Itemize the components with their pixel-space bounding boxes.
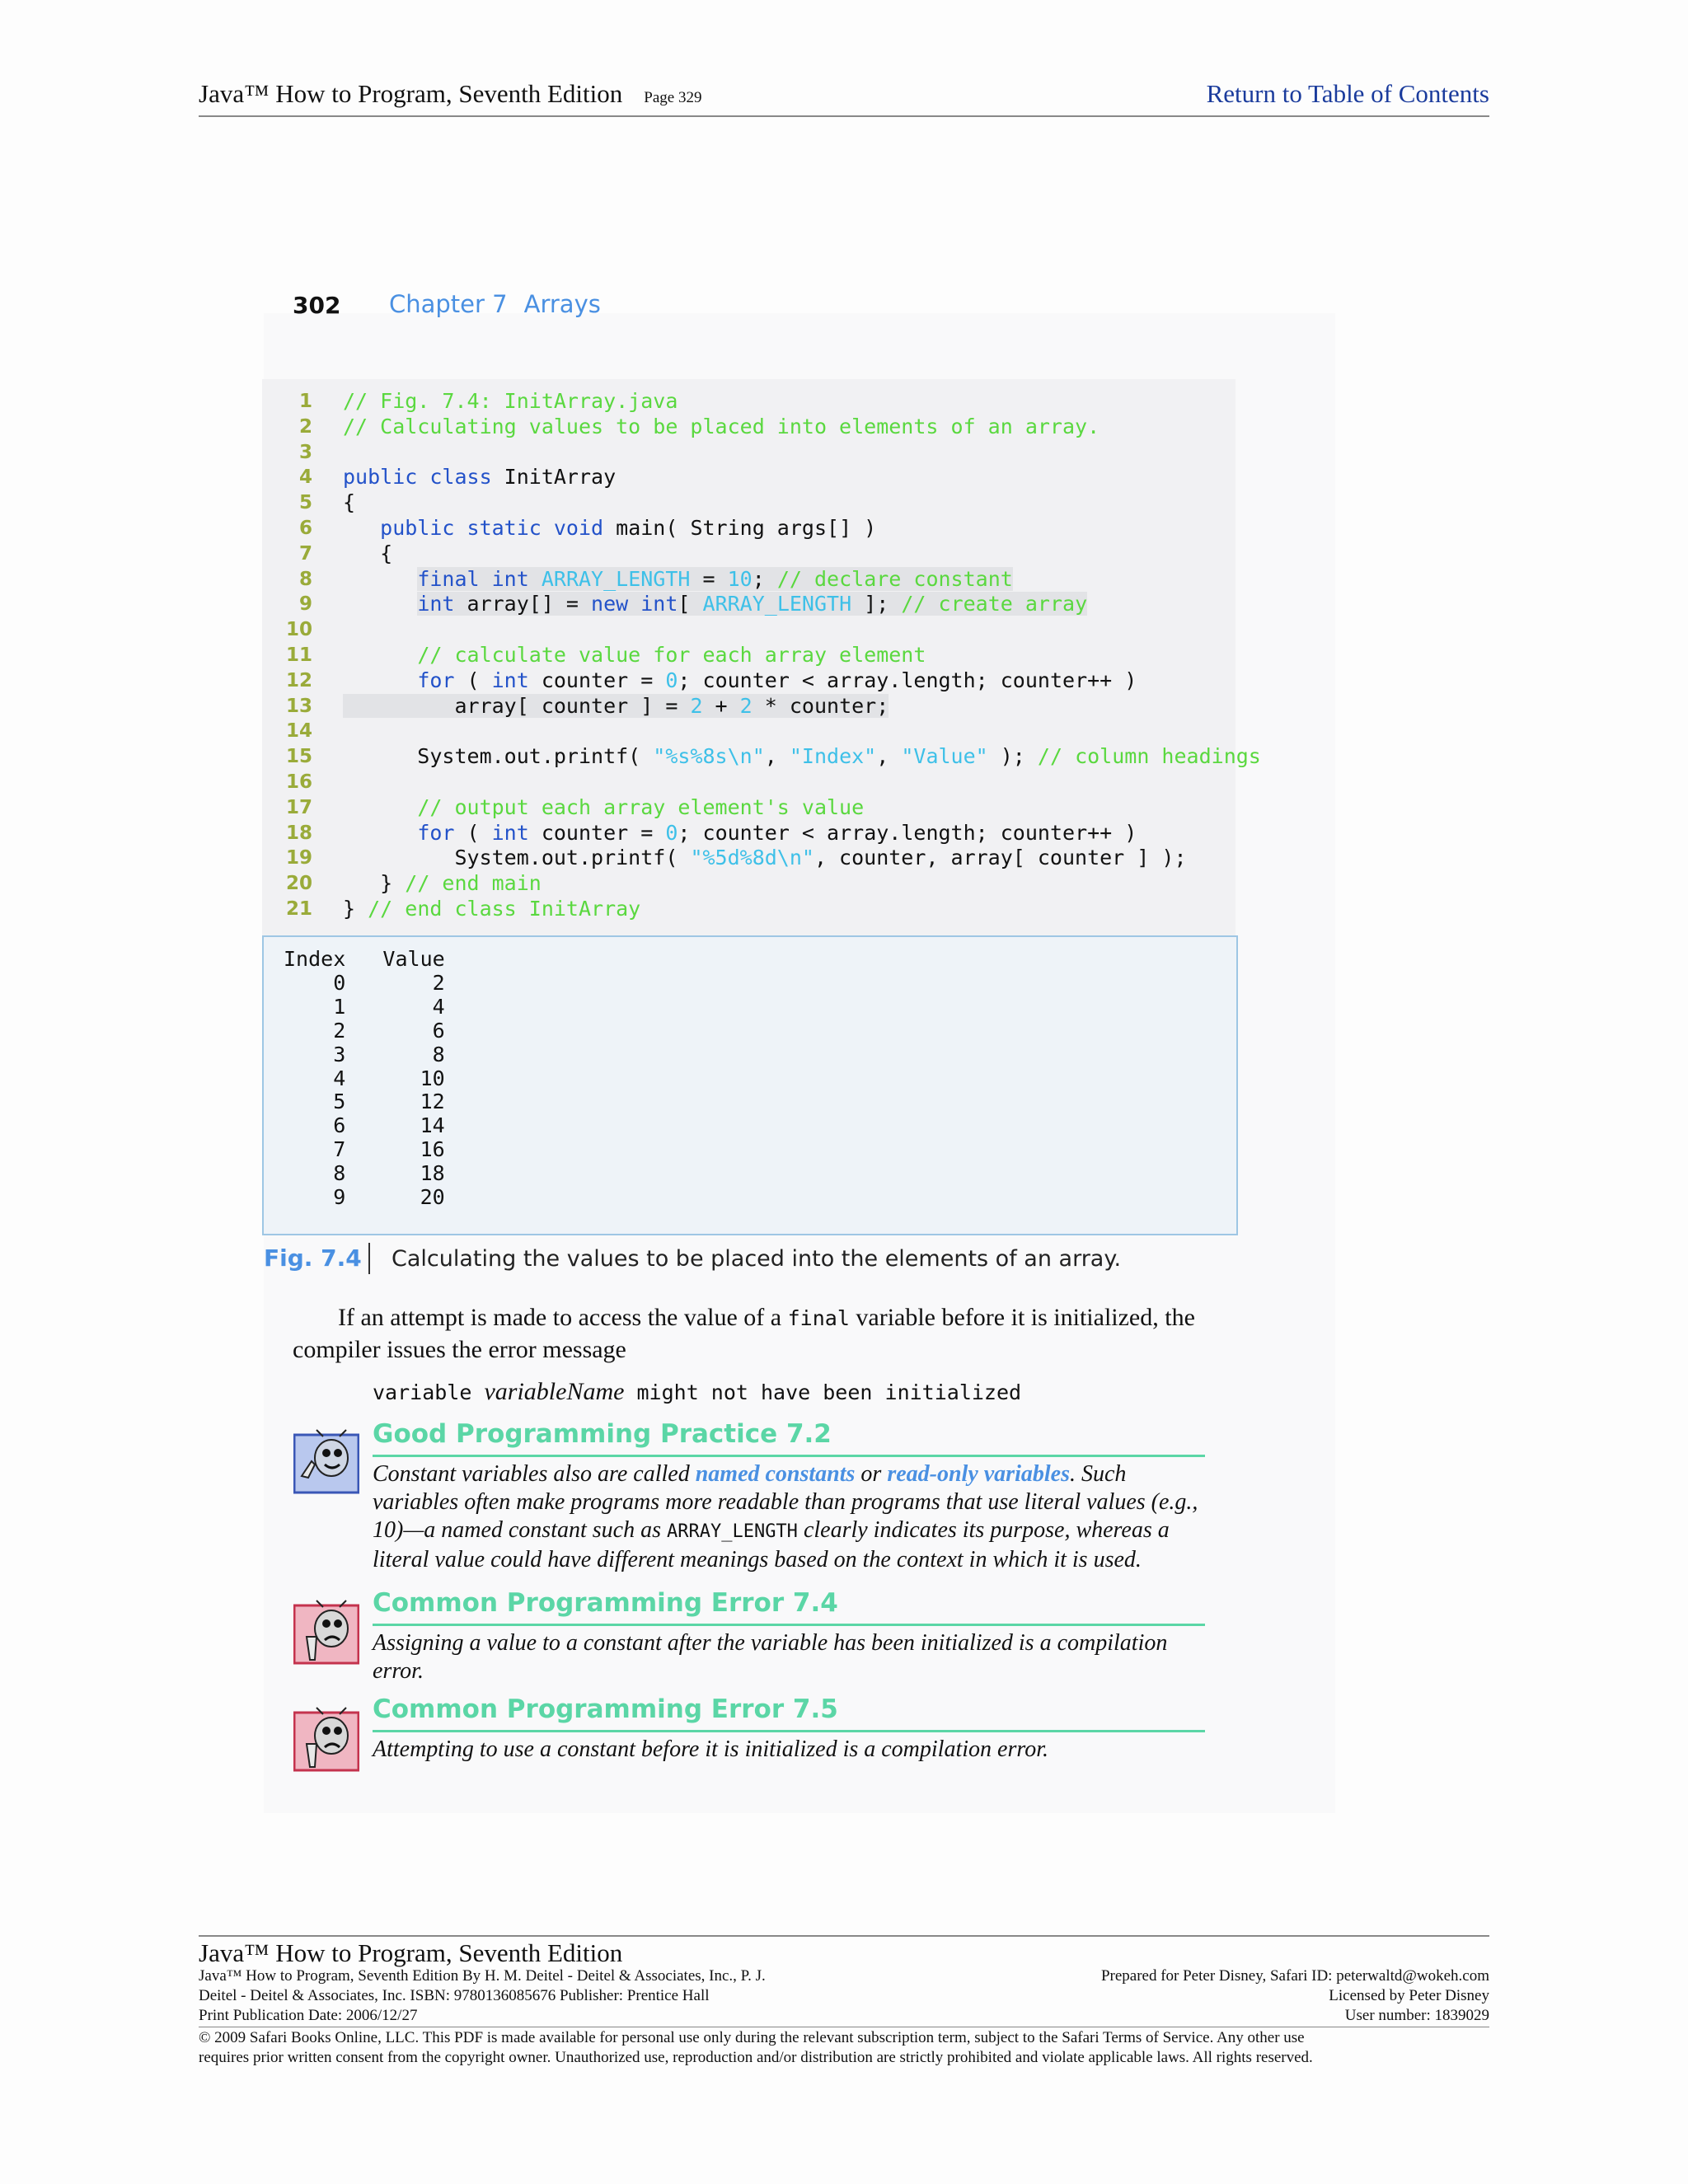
code-token: public class: [343, 465, 492, 490]
chapter-heading: [389, 290, 601, 318]
code-token: int: [417, 592, 455, 616]
body-paragraph: [293, 1302, 1207, 1366]
line-number: 5: [298, 492, 312, 514]
code-token: "%s%8s\n": [653, 744, 765, 769]
code-token: [343, 516, 380, 540]
code-token: ];: [851, 592, 902, 616]
error-7-4-rule: [373, 1624, 1205, 1626]
code-token: );: [987, 744, 1038, 769]
code-token: System.out.printf(: [343, 744, 654, 769]
code-token: array[ counter ] =: [343, 693, 691, 718]
line-number: 14: [285, 720, 312, 743]
code-text: [343, 490, 355, 516]
code-token: +: [702, 693, 740, 718]
code-token: [343, 795, 417, 819]
paragraph-text-2: variable before it is initialized, the compiler issues the error message: [293, 1304, 1195, 1363]
good-practice-body: [373, 1460, 1205, 1574]
line-number: 7: [298, 542, 312, 565]
line-number: 13: [285, 695, 312, 717]
code-token: // Fig. 7.4: InitArray.java: [343, 389, 678, 413]
error-7-4-title: Common Programming Error 7.4: [373, 1588, 838, 1618]
code-token: // column headings: [1037, 744, 1261, 769]
line-number: 20: [285, 873, 312, 895]
code-text: [343, 592, 1087, 617]
code-token: final int: [417, 566, 529, 591]
chapter-name: Arrays: [523, 290, 601, 318]
thumbs-down-bug-icon: [293, 1706, 359, 1772]
code-text: [343, 668, 1137, 694]
code-token: [343, 567, 417, 591]
code-text: [343, 415, 1100, 440]
code-token: (: [454, 668, 492, 692]
code-token: ARRAY_LENGTH: [702, 592, 852, 616]
error-message-suffix: might not have been initialized: [624, 1380, 1022, 1404]
code-token: 2: [739, 693, 753, 718]
code-text: [343, 694, 889, 719]
code-text: [343, 871, 542, 897]
code-token: ,: [876, 744, 902, 769]
code-token: [343, 643, 417, 667]
code-token: array[] =: [454, 592, 592, 616]
good-practice-text-1: Constant variables also are called: [373, 1461, 696, 1487]
code-token: new int: [591, 592, 678, 616]
code-token: [529, 567, 542, 591]
footer-user-number: User number: 1839029: [1344, 2007, 1489, 2024]
good-practice-text-4: clearly indicates its purpose, whereas a literal value could have different meanings based on the context in which it is used.: [373, 1517, 1170, 1572]
code-token: 2: [690, 693, 703, 718]
error-message-variable: variableName: [484, 1378, 625, 1405]
code-token: ; counter < array.length; counter++ ): [678, 820, 1137, 845]
footer-copyright-line-1: © 2009 Safari Books Online, LLC. This PDF is made available for personal use only during the relevant subscription term, subject to the Safari Terms of Service. Any other use: [199, 2029, 1305, 2046]
footer-title: Java™ How to Program, Seventh Edition: [199, 1938, 623, 1967]
line-number: 9: [298, 593, 312, 616]
line-number: 1: [298, 391, 312, 412]
error-7-5-body: Attempting to use a constant before it is initialized is a compilation error.: [373, 1736, 1048, 1762]
code-text: [343, 846, 1187, 871]
paragraph-text-1: If an attempt is made to access the value of a: [338, 1304, 788, 1331]
good-practice-code: ARRAY_LENGTH: [666, 1521, 798, 1542]
code-token: // declare constant: [776, 566, 1013, 591]
figure-separator: [368, 1243, 370, 1274]
line-number: 16: [285, 771, 312, 793]
code-token: [343, 592, 417, 616]
good-practice-text-3: . Such variables often make programs more readable than programs that use literal values (e.g., 10)—a named constant such as: [373, 1461, 1198, 1543]
line-number: 11: [285, 644, 312, 666]
good-practice-title: Good Programming Practice 7.2: [373, 1419, 832, 1449]
line-number: 17: [285, 796, 312, 818]
code-token: for: [417, 820, 455, 845]
code-token: int: [491, 668, 529, 692]
line-number: 4: [298, 466, 312, 489]
code-token: "%5d%8d\n": [690, 846, 814, 870]
footer-divider: [199, 1935, 1489, 1937]
code-token: {: [343, 490, 356, 515]
term-named-constants: named constants: [695, 1461, 856, 1487]
line-number: 19: [285, 847, 312, 869]
error-7-5-title: Common Programming Error 7.5: [373, 1694, 838, 1724]
code-token: ARRAY_LENGTH: [541, 566, 691, 591]
code-token: ;: [752, 566, 777, 591]
code-text: [343, 744, 1261, 770]
code-token: ; counter < array.length; counter++ ): [678, 668, 1137, 692]
code-token: InitArray: [491, 465, 617, 490]
code-token: ,: [764, 744, 790, 769]
code-token: }: [343, 871, 406, 896]
line-number: 21: [285, 898, 312, 920]
code-token: 0: [665, 820, 678, 845]
paragraph-code: final: [787, 1306, 850, 1330]
thumbs-up-bug-icon: [293, 1428, 359, 1494]
good-practice-rule: [373, 1455, 1205, 1457]
code-token: [: [678, 592, 703, 616]
code-token: [343, 668, 417, 692]
code-text: [343, 795, 864, 821]
line-number: 8: [298, 568, 312, 590]
code-text: [343, 516, 876, 541]
code-token: [343, 821, 417, 845]
footer-prepared-for: Prepared for Peter Disney, Safari ID: peterwaltd@wokeh.com: [1100, 1967, 1489, 1985]
code-token: System.out.printf(: [343, 846, 691, 870]
code-token: // output each array element's value: [417, 794, 865, 819]
code-text: [343, 541, 392, 567]
footer-credit-line-2: Deitel - Deitel & Associates, Inc. ISBN: 9780136085676 Publisher: Prentice Hall: [199, 1987, 710, 2004]
code-token: // calculate value for each array element: [417, 643, 926, 667]
line-number: 6: [298, 518, 312, 539]
code-text: [343, 821, 1137, 846]
line-number: 18: [285, 822, 312, 844]
thumbs-down-bug-icon: [293, 1599, 359, 1665]
error-message-prefix: variable: [373, 1380, 485, 1404]
code-text: [343, 897, 640, 922]
figure-label: Fig. 7.4: [264, 1244, 362, 1272]
code-token: "Index": [789, 744, 877, 769]
code-token: }: [343, 897, 368, 921]
code-token: counter =: [528, 668, 666, 692]
error-message: [373, 1378, 1021, 1406]
code-lines: [274, 389, 1261, 925]
code-token: for: [417, 668, 455, 692]
header-divider: [199, 115, 1489, 117]
code-token: int: [491, 820, 529, 845]
code-token: public static void: [380, 516, 604, 540]
error-7-4-body: Assigning a value to a constant after the variable has been initialized is a compilation error.: [373, 1630, 1168, 1684]
good-practice-text-2: or: [855, 1461, 888, 1487]
code-token: // create array: [901, 592, 1088, 616]
code-text: [343, 643, 926, 668]
figure-caption: Calculating the values to be placed into the elements of an array.: [392, 1246, 1122, 1272]
book-page-number: 302: [293, 292, 341, 319]
line-number: 3: [298, 441, 312, 463]
program-output: Index Value 0 2 1 4 2 6 3 8 4 10 5 12 6 14 7 16 8 18 9 20: [284, 947, 445, 1210]
code-token: counter =: [528, 820, 666, 845]
code-text: [343, 465, 616, 490]
code-token: // end main: [405, 871, 542, 896]
document-title: [199, 79, 701, 109]
code-token: 0: [665, 668, 678, 692]
line-number: 10: [285, 619, 312, 641]
code-token: // Calculating values to be placed into elements of an array.: [343, 414, 1100, 438]
code-token: (: [454, 820, 492, 845]
code-token: , counter, array[ counter ] );: [814, 846, 1187, 870]
code-token: =: [690, 566, 728, 591]
code-token: * counter;: [752, 693, 889, 718]
code-text: [343, 567, 1013, 593]
code-token: main( String args[] ): [603, 516, 877, 540]
code-token: 10: [727, 566, 753, 591]
code-token: "Value": [901, 744, 988, 769]
term-read-only-variables: read-only variables: [887, 1461, 1070, 1487]
code-token: // end class InitArray: [368, 897, 641, 921]
page-indicator: Page 329: [644, 89, 702, 106]
footer-copyright-line-2: requires prior written consent from the copyright owner. Unauthorized use, reproduction and/or distribution are strictly prohibited and violate applicable laws. All rights reserved.: [199, 2049, 1313, 2066]
document-title-text: Java™ How to Program, Seventh Edition: [199, 79, 623, 108]
line-number: 15: [285, 746, 312, 768]
line-number: 12: [285, 669, 312, 691]
chapter-number: Chapter 7: [389, 290, 508, 318]
footer-licensed-by: Licensed by Peter Disney: [1329, 1987, 1489, 2004]
footer-publication-date: Print Publication Date: 2006/12/27: [199, 2007, 418, 2024]
table-of-contents-link[interactable]: Return to Table of Contents: [1206, 79, 1489, 108]
code-text: [343, 389, 678, 415]
code-token: {: [343, 541, 393, 565]
line-number: 2: [298, 415, 312, 438]
error-7-5-rule: [373, 1730, 1205, 1732]
footer-credit-line-1: Java™ How to Program, Seventh Edition By H. M. Deitel - Deitel & Associates, Inc., P. J.: [199, 1967, 766, 1985]
